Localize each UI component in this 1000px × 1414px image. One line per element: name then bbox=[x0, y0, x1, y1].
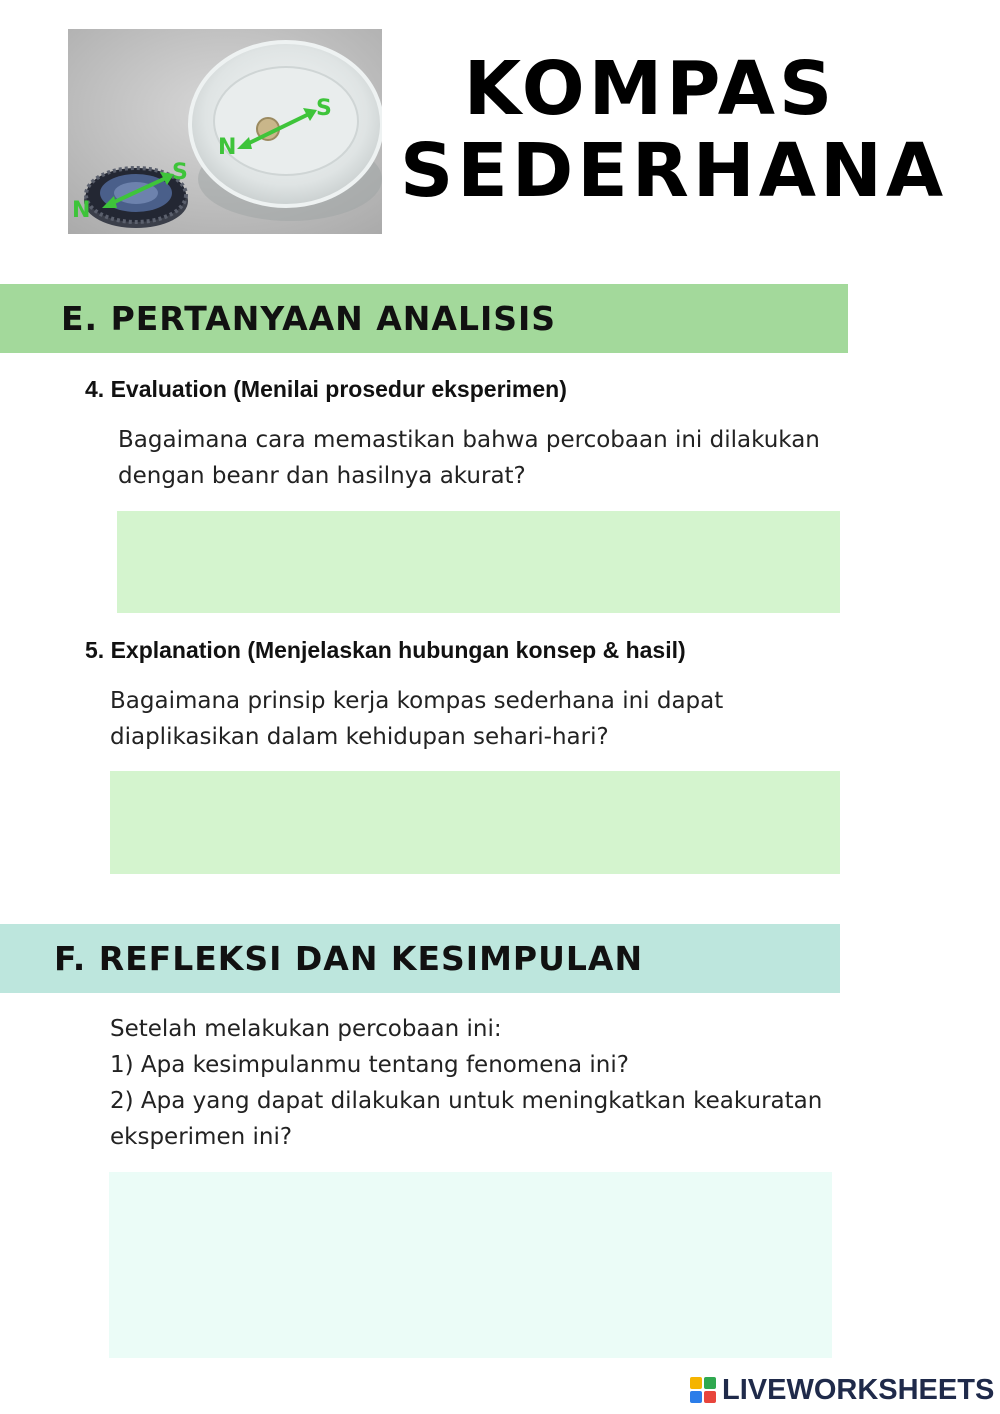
compass-photo bbox=[68, 29, 382, 234]
question-5-title: 5. Explanation (Menjelaskan hubungan konsep & hasil) bbox=[85, 637, 686, 663]
reflection-line-3: 2) Apa yang dapat dilakukan untuk meningkatkan keakuratan bbox=[110, 1088, 823, 1114]
answer-4-field[interactable] bbox=[117, 511, 840, 613]
question-4-text bbox=[118, 422, 820, 494]
liveworksheets-logo-icon bbox=[690, 1377, 716, 1403]
section-f-heading: F. REFLEKSI DAN KESIMPULAN bbox=[54, 939, 644, 978]
photo-label-n1: N bbox=[72, 198, 91, 223]
photo-label-n2: N bbox=[218, 135, 237, 160]
section-f-header bbox=[0, 924, 840, 993]
question-5-line-1: Bagaimana prinsip kerja kompas sederhana ini dapat bbox=[110, 688, 724, 714]
reflection-line-1: Setelah melakukan percobaan ini: bbox=[110, 1016, 502, 1042]
answer-5-field[interactable] bbox=[110, 771, 840, 874]
question-4-title: 4. Evaluation (Menilai prosedur eksperimen) bbox=[85, 376, 567, 402]
section-e-header bbox=[0, 284, 848, 353]
question-5-text bbox=[110, 683, 723, 755]
title-line-2: SEDERHANA bbox=[400, 128, 948, 214]
reflection-line-4: eksperimen ini? bbox=[110, 1124, 293, 1150]
photo-label-s2: S bbox=[316, 96, 332, 121]
photo-label-s1: S bbox=[172, 160, 188, 185]
liveworksheets-brand[interactable] bbox=[690, 1372, 994, 1408]
section-e-heading: E. PERTANYAAN ANALISIS bbox=[61, 299, 557, 338]
reflection-text bbox=[110, 1011, 822, 1155]
brand-text: LIVEWORKSHEETS bbox=[722, 1373, 995, 1406]
reflection-answer-field[interactable] bbox=[109, 1172, 832, 1358]
question-4-line-1: Bagaimana cara memastikan bahwa percobaan ini dilakukan bbox=[118, 427, 820, 453]
title-line-1: KOMPAS bbox=[463, 46, 837, 132]
question-4-line-2: dengan beanr dan hasilnya akurat? bbox=[118, 463, 526, 489]
page-title bbox=[400, 46, 948, 214]
question-5-line-2: diaplikasikan dalam kehidupan sehari-hari? bbox=[110, 724, 609, 750]
reflection-line-2: 1) Apa kesimpulanmu tentang fenomena ini? bbox=[110, 1052, 629, 1078]
